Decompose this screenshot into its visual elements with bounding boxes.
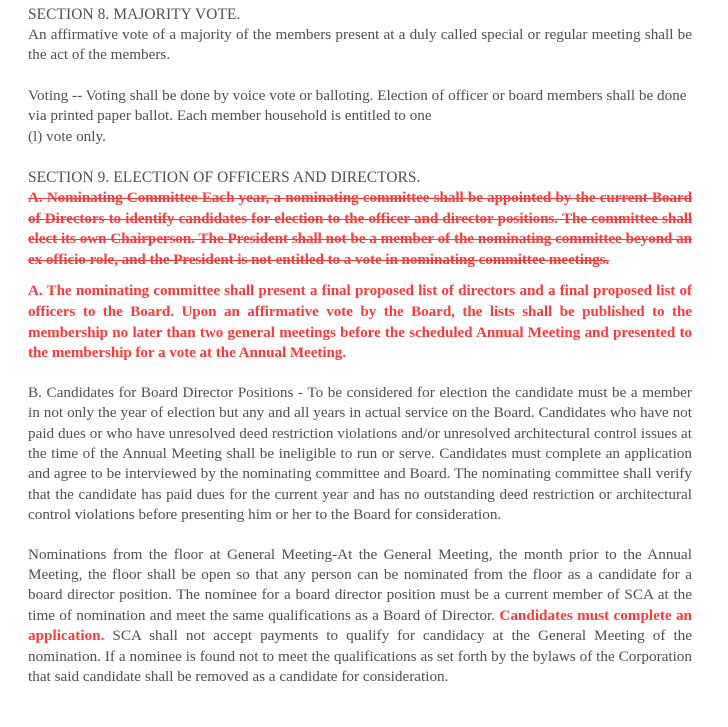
section-spacer [28, 147, 692, 167]
section-9-paragraph-nominations [28, 545, 692, 688]
section-8-paragraph-1: An affirmative vote of a majority of the members present at a duly called special or regular meeting shall be the act of the members. [28, 26, 692, 64]
paragraph-spacer [28, 270, 692, 281]
section-9-struck-paragraph: A. Nominating Committee Each year, a nominating committee shall be appointed by the current Board of Directors to identify candidates for election to the officer and director positions. The committee shall elect its own Chairperson. The President shall not be a member of the nominating committee beyond an ex officio role, and the President is not entitled to a vote in nominating committee meetings. [28, 190, 692, 268]
nominations-red-insertion: Candidates must complete an application. [28, 606, 692, 645]
nominations-text-part-1: Nominations from the floor at General Meeting-At the General Meeting, the month prior to the Annual Meeting, the floor shall be open so that any person can be nominated from the floor as a candidate for a board director position. The nominee for a board director position must be a current member of SCA at the time of nomination and meet the same qualifications as a Board of Director. [28, 545, 692, 624]
section-8-paragraph-2-continued: (l) vote only. [28, 127, 106, 145]
nominations-text-part-2: SCA shall not accept payments to qualify for candidacy at the General Meeting of the nomination. If a nominee is found not to meet the qualifications as set forth by the bylaws of the Corporation that said candidate shall be removed as a candidate for consideration. [28, 627, 692, 686]
paragraph-spacer [28, 364, 692, 383]
section-9-heading: SECTION 9. ELECTION OF OFFICERS AND DIRECTORS. [28, 169, 421, 187]
section-8-paragraph-2: Voting -- Voting shall be done by voice vote or balloting. Election of officer or board members shall be done via printed paper ballot. Each member household is entitled to one [28, 86, 687, 125]
section-9-paragraph-b: B. Candidates for Board Director Positions - To be considered for election the candidate must be a member in not only the year of election but any and all years in actual service on the Board. Candidates who have not paid dues or who have unresolved deed restriction violations and/or unresolved architectural control issues at the time of the Annual Meeting shall be ineligible to run or serve. Candidates must complete an application and agree to be interviewed by the nominating committee and Board. The nominating committee shall verify that the candidate has paid dues for the current year and has no outstanding deed restriction or architectural control violations before presenting him or her to the Board for consideration. [28, 383, 692, 524]
paragraph-spacer [28, 66, 692, 86]
section-9 [28, 167, 692, 687]
section-9-paragraph-a-new: A. The nominating committee shall present a final proposed list of directors and a final proposed list of officers to the Board. Upon an affirmative vote by the Board, the lists shall be published to the membership no later than two general meetings before the scheduled Annual Meeting and presented to the membership for a vote at the Annual Meeting. [28, 283, 692, 362]
paragraph-spacer [28, 526, 692, 545]
section-8-heading: SECTION 8. MAJORITY VOTE. [28, 6, 241, 23]
section-8 [28, 4, 692, 147]
